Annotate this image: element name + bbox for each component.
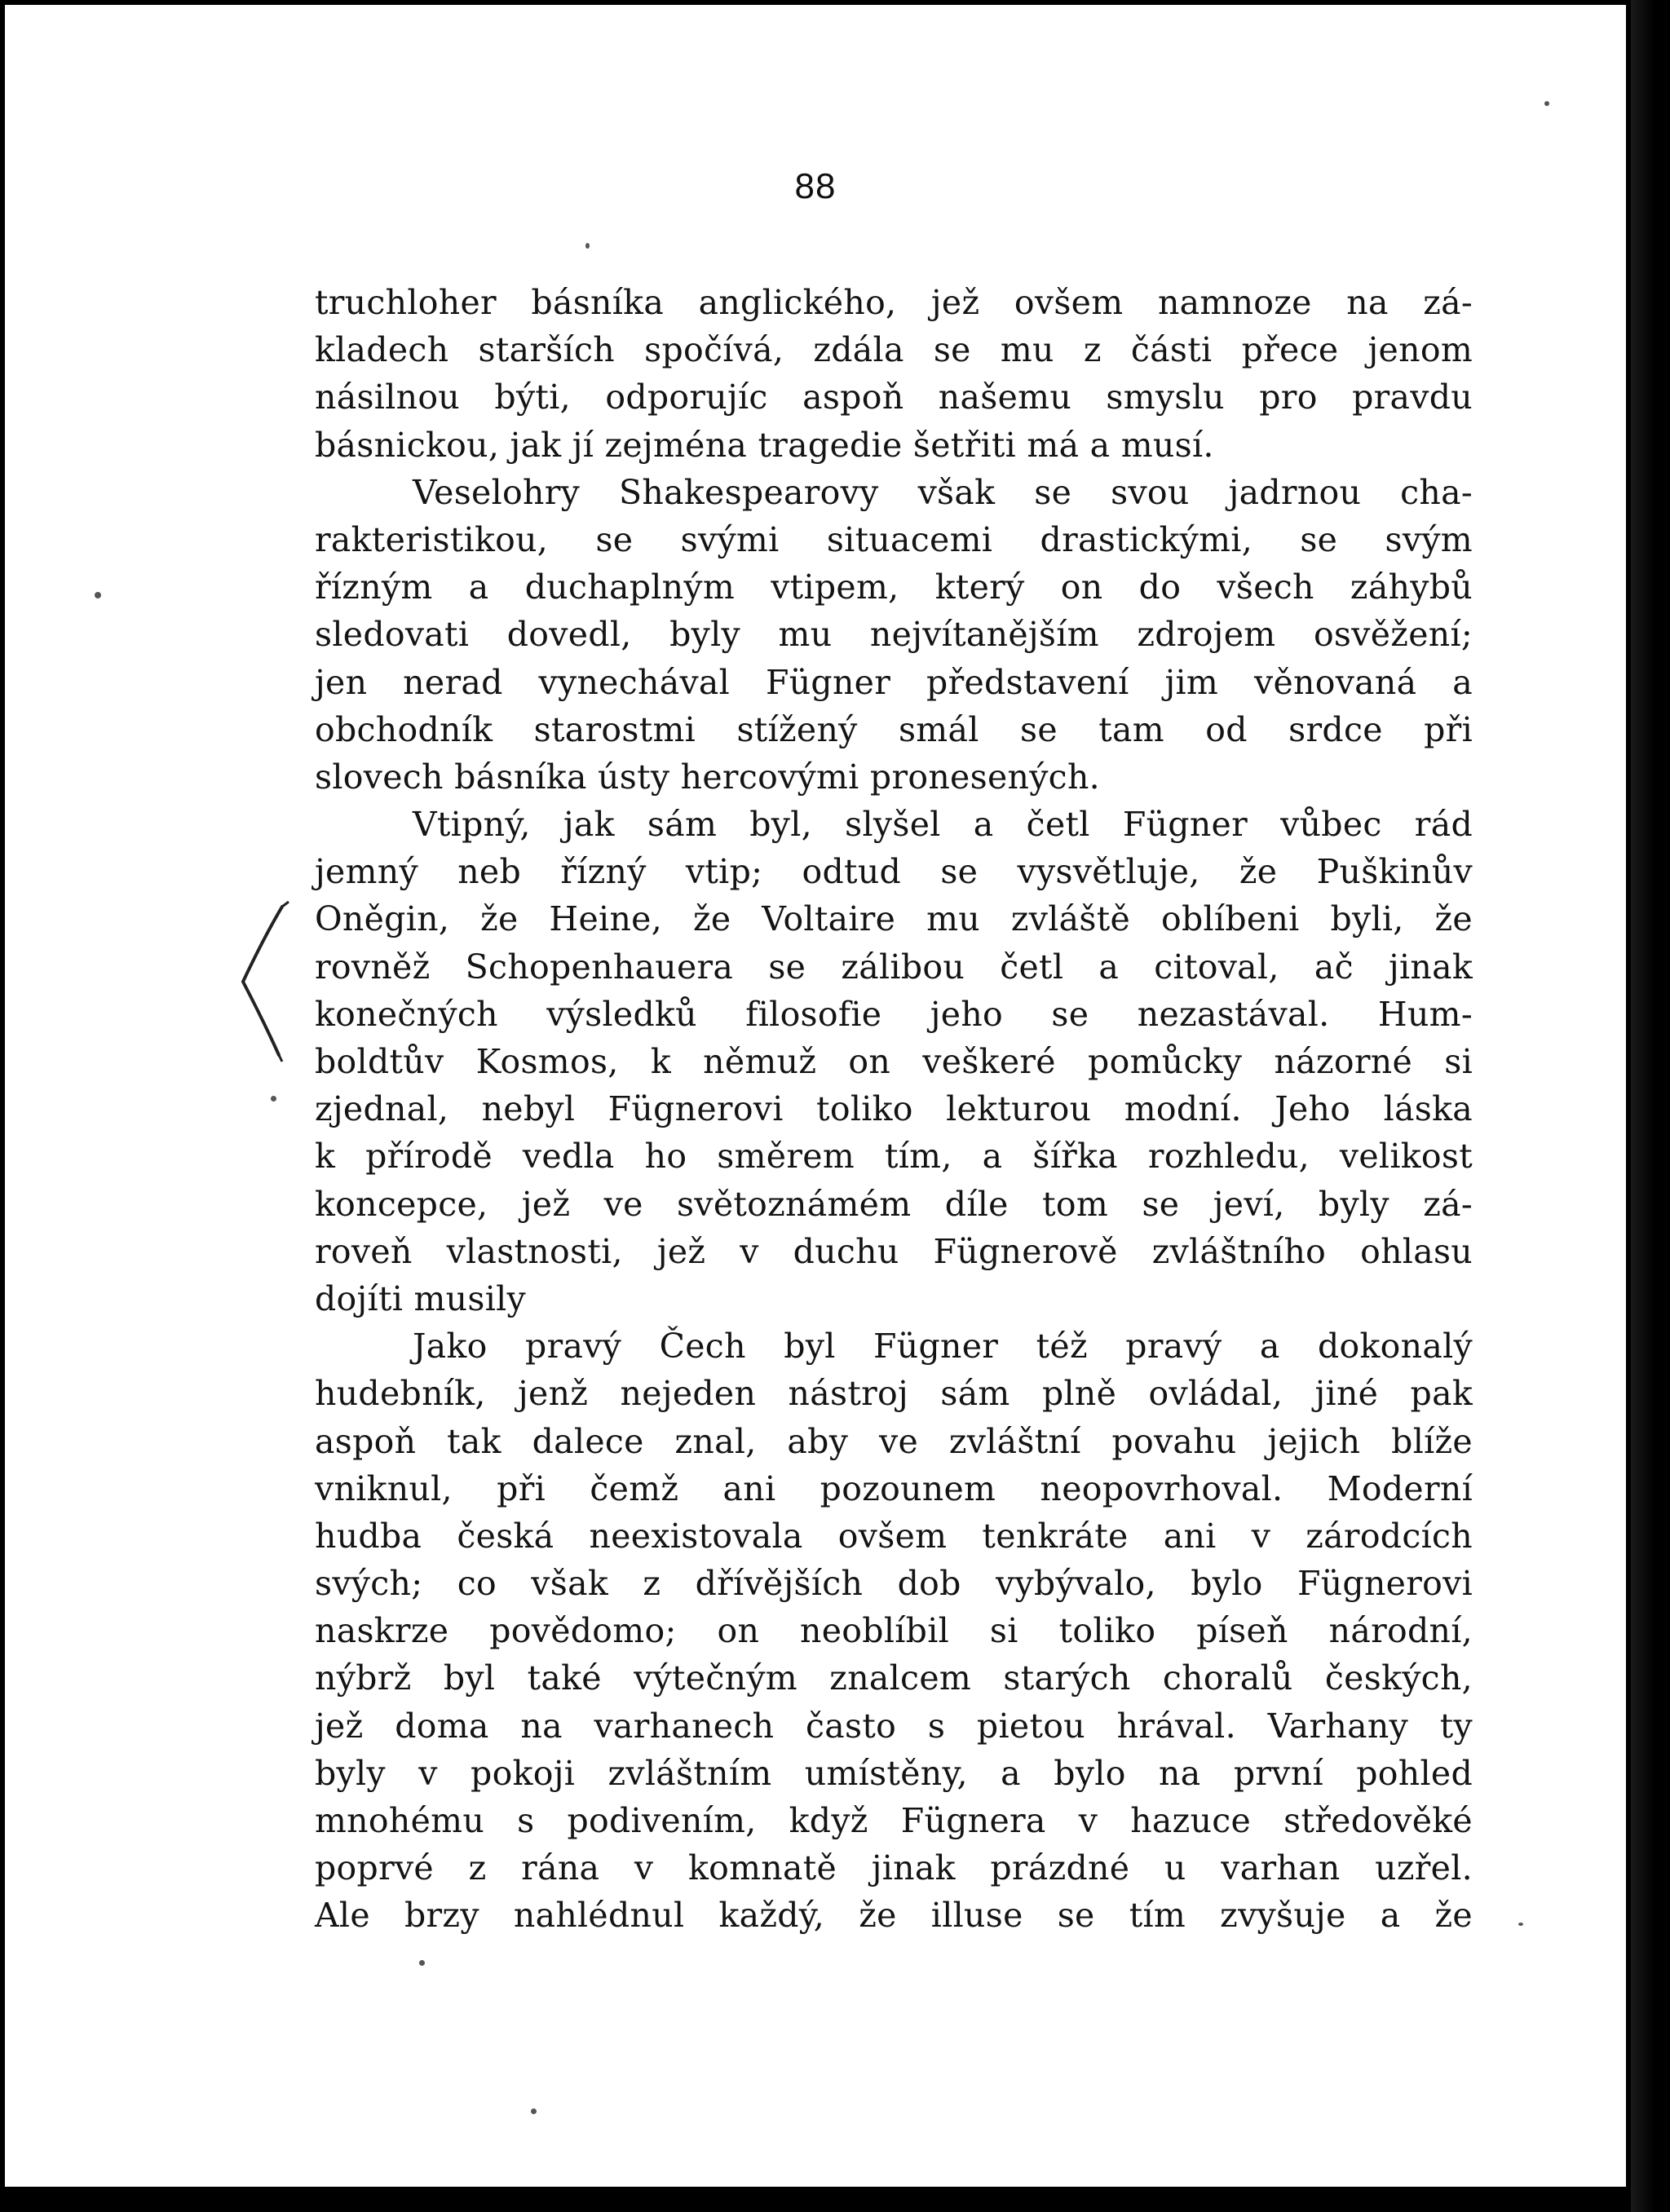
text-line: koncepce, jež ve světoznámém díle tom se jeví, byly zá- (315, 1184, 1473, 1224)
text-line: rovněž Schopenhauera se zálibou četl a citoval, ač jinak (315, 947, 1473, 987)
text-line: násilnou býti, odporujíc aspoň našemu smyslu pro pravdu (315, 377, 1473, 417)
text-line: aspoň tak dalece znal, aby ve zvláštní povahu jejich blíže (315, 1421, 1473, 1461)
scan-speck (531, 2108, 537, 2114)
text-line: nýbrž byl také výtečným znalcem starých choralů českých, (315, 1658, 1473, 1698)
text-line: mnohému s podivením, když Fügnera v hazuce středověké (315, 1801, 1473, 1840)
text-line: sledovati dovedl, byly mu nejvítanějším zdrojem osvěžení; (315, 615, 1473, 655)
text-line: rakteristikou, se svými situacemi drastickými, se svým (315, 519, 1473, 559)
text-line: hudba česká neexistovala ovšem tenkráte ani v zárodcích (315, 1516, 1473, 1556)
text-line: Ale brzy nahlédnul každý, že illuse se tím zvyšuje a že (315, 1896, 1473, 1936)
text-line: Oněgin, že Heine, že Voltaire mu zvláště oblíbeni byli, že (315, 899, 1473, 939)
scan-speck (271, 1096, 276, 1102)
text-line: k přírodě vedla ho směrem tím, a šířka rozhledu, velikost (315, 1137, 1473, 1177)
text-line: dojíti musily (315, 1278, 526, 1318)
text-line: boldtův Kosmos, k němuž on veškeré pomůcky názorné si (315, 1042, 1473, 1081)
scan-speck (1518, 1923, 1523, 1926)
text-line: Vtipný, jak sám byl, slyšel a četl Fügner vůbec rád (413, 805, 1473, 845)
scan-edge-shadow (1631, 0, 1670, 2212)
text-line: jemný neb řízný vtip; odtud se vysvětluje, že Puškinův (315, 852, 1473, 892)
text-line: svých; co však z dřívějších dob vybývalo, bylo Fügnerovi (315, 1564, 1473, 1604)
text-line: roveň vlastnosti, jež v duchu Fügnerově zvláštního ohlasu (315, 1231, 1473, 1271)
text-line: truchloher básníka anglického, jež ovšem namnoze na zá- (315, 283, 1473, 322)
text-line: naskrze povědomo; on neoblíbil si toliko píseň národní, (315, 1611, 1473, 1651)
text-line: vniknul, při čemž ani pozounem neopovrhoval. Moderní (315, 1468, 1473, 1508)
text-line: konečných výsledků filosofie jeho se nezastával. Hum- (315, 994, 1473, 1034)
text-line: jen nerad vynechával Fügner představení jim věnovaná a (315, 662, 1473, 702)
text-line: zjednal, nebyl Fügnerovi toliko lekturou modní. Jeho láska (315, 1089, 1473, 1129)
text-line: obchodník starostmi stížený smál se tam od srdce při (315, 709, 1473, 749)
text-line: jež doma na varhanech často s pietou hrával. Varhany ty (315, 1706, 1473, 1746)
text-line: slovech básníka ústy hercovými pronesených. (315, 757, 1100, 797)
body-text (315, 279, 1473, 1940)
page-number: 88 (794, 166, 837, 206)
text-line: Veselohry Shakespearovy však se svou jadrnou cha- (413, 472, 1473, 512)
text-line: řízným a duchaplným vtipem, který on do všech záhybů (315, 567, 1473, 607)
text-line: kladech starších spočívá, zdála se mu z části přece jenom (315, 330, 1473, 370)
text-line: poprvé z rána v komnatě jinak prázdné u varhan uzřel. (315, 1848, 1473, 1888)
text-line: Jako pravý Čech byl Fügner též pravý a dokonalý (413, 1327, 1473, 1366)
text-line: byly v pokoji zvláštním umístěny, a bylo na první pohled (315, 1753, 1473, 1793)
scan-speck (1544, 101, 1549, 106)
scan-speck (95, 592, 101, 598)
scan-speck (419, 1960, 425, 1966)
scan-speck (585, 243, 590, 249)
text-line: básnickou, jak jí zejména tragedie šetřiti má a musí. (315, 425, 1214, 465)
text-line: hudebník, jenž nejeden nástroj sám plně ovládal, jiné pak (315, 1374, 1473, 1414)
